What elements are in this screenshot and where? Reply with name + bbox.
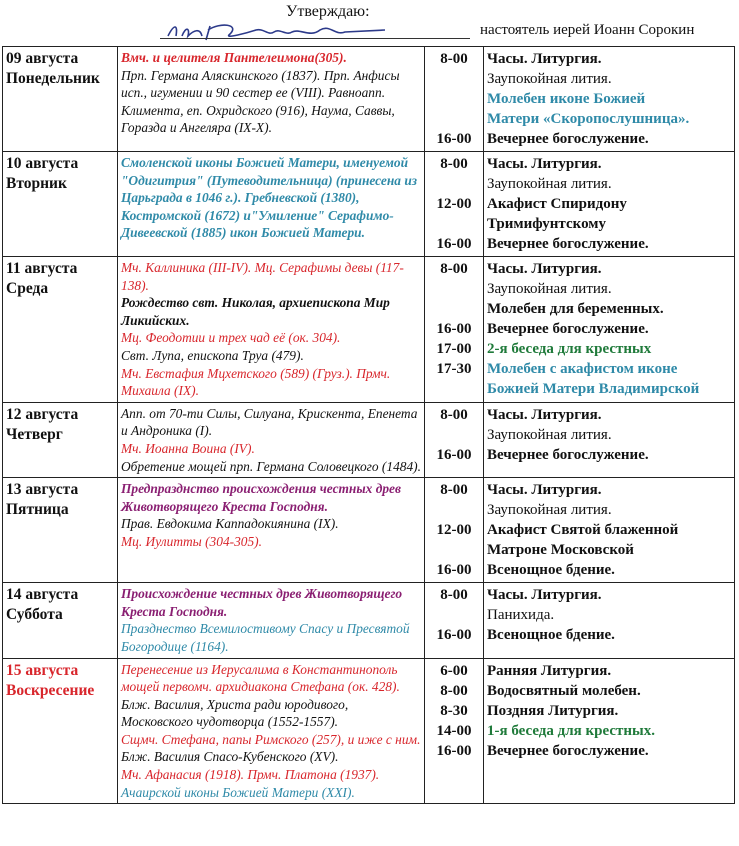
service-time <box>428 425 480 445</box>
day-row <box>3 402 735 477</box>
saint-entry: Мч. Каллиника (III-IV). Мц. Серафимы девы (117-138). <box>121 260 404 293</box>
service-time <box>428 540 480 560</box>
day-weekday: Понедельник <box>6 70 100 87</box>
service-name: Всенощное бдение. <box>487 627 615 644</box>
signature <box>160 16 390 46</box>
day-weekday: Вторник <box>6 175 67 192</box>
saint-entry: Мч. Евстафия Мцхетского (589) (Груз.). Прмч. Михаила (IX). <box>121 365 391 399</box>
saints-cell <box>118 47 425 152</box>
service-time: 14-00 <box>436 722 472 739</box>
saint-entry: Вмч. и целителя Пантелеимона(305). <box>121 50 347 65</box>
day-date: 10 августа <box>6 155 79 172</box>
service-time: 8-00 <box>440 482 468 499</box>
service-name: Божией Матери Владимирской <box>487 381 700 397</box>
service-time: 12-00 <box>436 522 472 539</box>
day-weekday: Четверг <box>6 425 63 443</box>
day-cell <box>3 583 118 658</box>
day-row <box>3 257 735 403</box>
saints-cell <box>118 152 425 257</box>
service-name: Вечернее богослужение. <box>487 321 649 337</box>
day-date: 14 августа <box>6 586 79 604</box>
service-time: 16-00 <box>436 321 472 337</box>
saint-entry: Обретение мощей прп. Германа Соловецкого (1484). <box>121 458 421 474</box>
service-time: 8-30 <box>440 702 468 719</box>
service-name: Часы. Литургия. <box>487 51 602 67</box>
service-name: Матроне Московской <box>487 542 634 559</box>
times-cell <box>425 257 484 403</box>
day-cell <box>3 47 118 152</box>
saints-cell <box>118 658 425 804</box>
service-time <box>428 605 480 625</box>
day-row <box>3 478 735 583</box>
service-name: Заупокойная лития. <box>487 71 612 87</box>
service-name: Вечернее богослужение. <box>487 742 649 759</box>
day-date: 11 августа <box>6 260 78 277</box>
saints-cell <box>118 478 425 583</box>
service-name: Водосвятный молебен. <box>487 682 641 699</box>
day-row <box>3 658 735 804</box>
day-row <box>3 47 735 152</box>
saint-entry: Перенесение из Иерусалима в Константинополь мощей первомч. архидиакона Стефана (ок. 428). <box>121 661 400 695</box>
service-name: Вечернее богослужение. <box>487 131 649 147</box>
service-name: Акафист Святой блаженной <box>487 522 679 539</box>
service-name: Часы. Литургия. <box>487 587 602 604</box>
service-name: Матери «Скоропослушница». <box>487 111 690 127</box>
saint-entry: Мч. Иоанна Воина (IV). <box>121 440 255 456</box>
saint-entry: Рождество свт. Николая, архиепископа Мир Ликийских. <box>121 295 390 328</box>
day-date: 13 августа <box>6 481 79 499</box>
service-name: Заупокойная лития. <box>487 426 612 443</box>
service-time: 16-00 <box>436 627 472 644</box>
service-name: Заупокойная лития. <box>487 502 612 519</box>
service-name: 1-я беседа для крестных. <box>487 722 655 739</box>
rector-name: настоятель иерей Иоанн Сорокин <box>480 22 695 38</box>
services-cell <box>484 402 735 477</box>
service-time: 8-00 <box>440 51 468 67</box>
saint-entry: Смоленской иконы Божией Матери, именуемой "Одигитрия" (Путеводительница) (принесена из Царьграда в 1046 г.). Гребневской (1380), Костромской (1672) и"Умиление" Серафимо-Дивеевской (1885) икон Божией Матери. <box>121 155 418 241</box>
saint-entry: Ачаирской иконы Божией Матери (XXI). <box>121 784 355 800</box>
day-cell <box>3 257 118 403</box>
day-cell <box>3 402 118 477</box>
day-cell <box>3 658 118 804</box>
approve-label: Утверждаю: <box>286 3 370 20</box>
day-weekday: Пятница <box>6 501 69 519</box>
service-time: 16-00 <box>436 742 472 759</box>
service-time: 16-00 <box>436 236 472 252</box>
service-time: 8-00 <box>440 587 468 604</box>
day-weekday: Среда <box>6 280 49 297</box>
service-name: Часы. Литургия. <box>487 482 602 499</box>
service-time: 16-00 <box>436 446 472 463</box>
service-time <box>428 279 480 299</box>
saints-cell <box>118 257 425 403</box>
service-name: Ранняя Литургия. <box>487 662 612 679</box>
services-cell <box>484 152 735 257</box>
service-time <box>428 500 480 520</box>
saint-entry: Апп. от 70-ти Силы, Силуана, Крискента, Епенета и Андроника (I). <box>121 405 418 439</box>
day-cell <box>3 478 118 583</box>
service-name: Акафист Спиридону <box>487 196 627 212</box>
day-date: 09 августа <box>6 50 79 67</box>
day-weekday: Воскресение <box>6 681 95 699</box>
saint-entry: Прав. Евдокима Каппадокиянина (IX). <box>121 516 339 532</box>
service-time <box>428 89 480 109</box>
services-cell <box>484 257 735 403</box>
service-time: 17-30 <box>436 361 472 377</box>
service-name: Часы. Литургия. <box>487 406 602 423</box>
day-cell <box>3 152 118 257</box>
services-cell <box>484 47 735 152</box>
services-cell <box>484 583 735 658</box>
service-time <box>428 109 480 129</box>
service-name: Часы. Литургия. <box>487 261 602 277</box>
service-time: 8-00 <box>440 261 468 277</box>
saint-entry: Празднество Всемилостивому Спасу и Пресвятой Богородице (1164). <box>121 621 410 654</box>
services-cell <box>484 478 735 583</box>
service-time: 16-00 <box>436 562 472 579</box>
service-time <box>428 299 480 319</box>
service-name: Молебен с акафистом иконе <box>487 361 678 377</box>
schedule-table <box>2 46 735 804</box>
saint-entry: Прп. Германа Аляскинского (1837). Прп. Анфисы исп., игумении и 90 сестер ее (VIII). Равноапп. Климента, еп. Охридского (916), Наума, Саввы, Горазда и Ангеляра (IX-X). <box>121 67 400 136</box>
service-time: 17-00 <box>436 341 472 357</box>
saints-cell <box>118 583 425 658</box>
service-name: Вечернее богослужение. <box>487 236 649 252</box>
saint-entry: Мч. Афанасия (1918). Прмч. Платона (1937). <box>121 767 380 783</box>
service-time: 8-00 <box>440 406 468 423</box>
day-date: 15 августа <box>6 661 79 679</box>
service-name: Заупокойная лития. <box>487 176 612 192</box>
saint-entry: Блж. Василия, Христа ради юродивого, Московского чудотворца (1552-1557). <box>121 696 349 730</box>
saint-entry: Сщмч. Стефана, папы Римского (257), и иже с ним. <box>121 731 421 747</box>
saint-entry: Блж. Василия Спасо-Кубенского (XV). <box>121 749 339 765</box>
times-cell <box>425 658 484 804</box>
day-weekday: Суббота <box>6 606 63 624</box>
times-cell <box>425 583 484 658</box>
day-row <box>3 152 735 257</box>
times-cell <box>425 152 484 257</box>
service-time: 6-00 <box>440 662 468 679</box>
service-time <box>428 69 480 89</box>
service-name: Панихида. <box>487 607 555 624</box>
times-cell <box>425 402 484 477</box>
signature-line <box>160 38 470 39</box>
service-time <box>428 379 480 399</box>
header <box>0 0 739 46</box>
saint-entry: Мц. Иулитты (304-305). <box>121 533 262 549</box>
service-name: Молебен иконе Божией <box>487 91 646 107</box>
service-time <box>428 214 480 234</box>
times-cell <box>425 47 484 152</box>
service-time: 8-00 <box>440 682 468 699</box>
times-cell <box>425 478 484 583</box>
service-name: Заупокойная лития. <box>487 281 612 297</box>
service-name: Поздняя Литургия. <box>487 702 619 719</box>
service-name: Тримифунтскому <box>487 216 607 232</box>
saint-entry: Происхождение честных древ Животворящего Креста Господня. <box>121 586 403 619</box>
service-time <box>428 174 480 194</box>
service-time: 12-00 <box>436 196 472 212</box>
service-name: Вечернее богослужение. <box>487 446 649 463</box>
day-row <box>3 583 735 658</box>
service-name: Молебен для беременных. <box>487 301 664 317</box>
saint-entry: Мц. Феодотии и трех чад её (ок. 304). <box>121 330 341 346</box>
saint-entry: Предпразднство происхождения честных древ Животворящего Креста Господня. <box>121 481 401 514</box>
service-name: Часы. Литургия. <box>487 156 602 172</box>
day-date: 12 августа <box>6 405 79 423</box>
service-time: 8-00 <box>440 156 468 172</box>
services-cell <box>484 658 735 804</box>
saint-entry: Свт. Лупа, епископа Труа (479). <box>121 347 304 363</box>
service-name: Всенощное бдение. <box>487 562 615 579</box>
service-time: 16-00 <box>436 131 472 147</box>
service-name: 2-я беседа для крестных <box>487 341 652 357</box>
saints-cell <box>118 402 425 477</box>
